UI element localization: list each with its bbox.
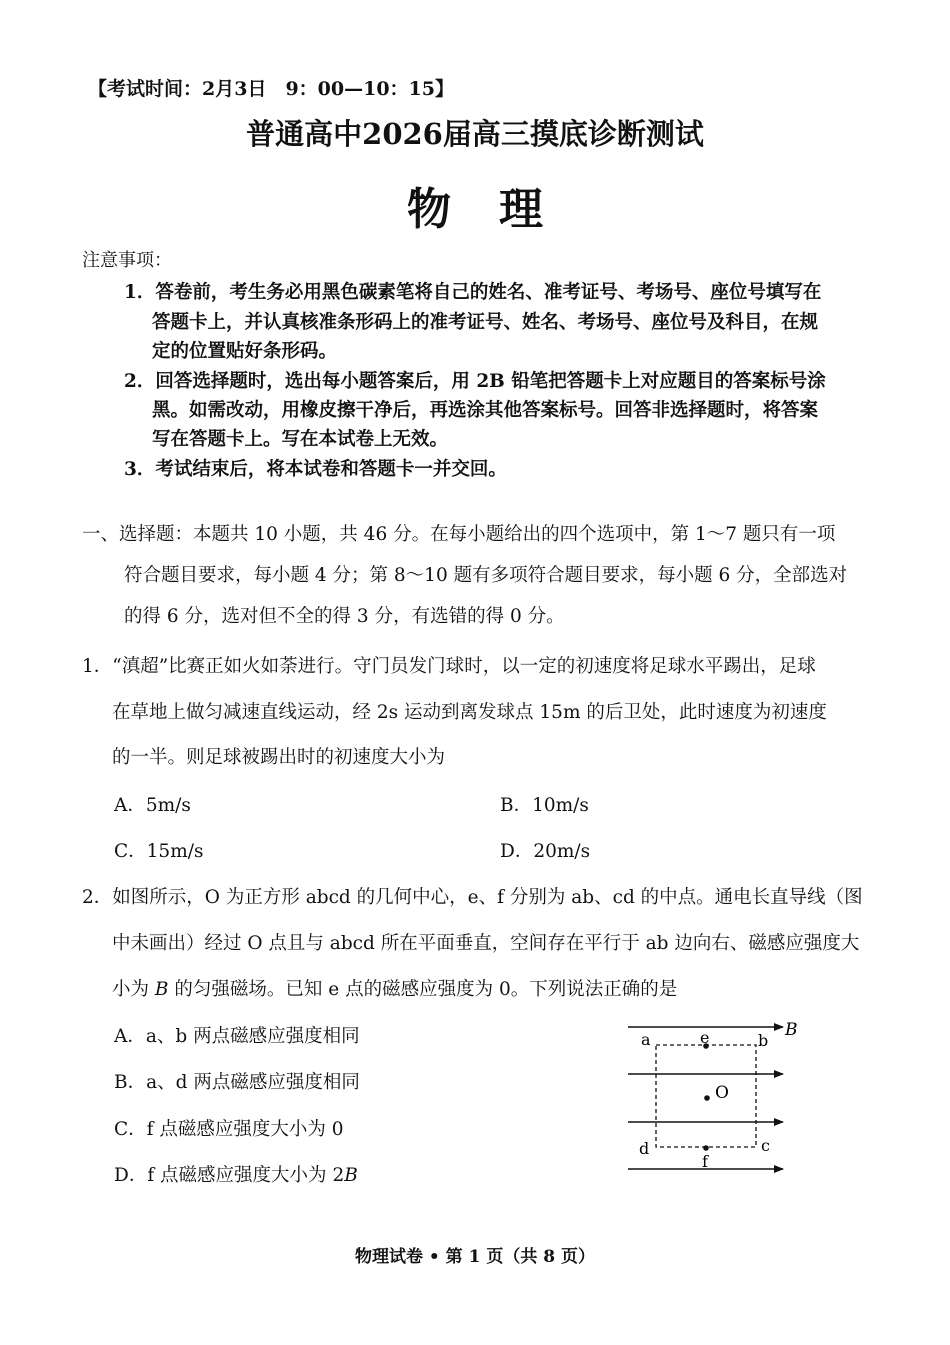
label-d: d — [639, 1139, 650, 1158]
label-a: a — [641, 1030, 651, 1049]
q2-line3-var: B — [154, 979, 169, 1000]
q2-option-d-var: B — [344, 1165, 358, 1186]
q2-option-a: A．a、b 两点磁感应强度相同 — [114, 1026, 360, 1047]
label-e: e — [700, 1028, 710, 1047]
q2-option-d — [114, 1161, 358, 1187]
page-footer: 物理试卷 • 第 1 页（共 8 页） — [354, 1247, 596, 1267]
q2-stem-line-1: 2．如图所示，O 为正方形 abcd 的几何中心，e、f 分别为 ab、cd 的中点。通电长直导线（图 — [82, 887, 863, 908]
q2-option-d-pre: D．f 点磁感应强度大小为 2 — [114, 1165, 345, 1186]
q2-stem-line-3 — [112, 975, 677, 1001]
notice-item-2-line-3: 写在答题卡上。写在本试卷上无效。 — [152, 429, 449, 450]
point-f — [703, 1145, 709, 1151]
q1-option-b: B．10m/s — [500, 795, 589, 816]
subject-title: 物理 — [407, 184, 591, 235]
notice-item-1-line-2: 答题卡上，并认真核准条形码上的准考证号、姓名、考场号、座位号及科目，在规 — [152, 312, 819, 333]
magnetic-field-figure — [620, 1015, 810, 1180]
label-c: c — [761, 1136, 770, 1155]
q2-line3-post: 的匀强磁场。已知 e 点的磁感应强度为 0。下列说法正确的是 — [168, 979, 678, 1000]
q2-option-c: C．f 点磁感应强度大小为 0 — [114, 1119, 344, 1140]
notice-item-1-line-3: 定的位置贴好条形码。 — [152, 341, 338, 362]
notice-item-2-line-2: 黑。如需改动，用橡皮擦干净后，再选涂其他答案标号。回答非选择题时，将答案 — [152, 400, 819, 421]
q2-option-b: B．a、d 两点磁感应强度相同 — [114, 1072, 360, 1093]
notice-item-3-line-1: 3．考试结束后，将本试卷和答题卡一并交回。 — [124, 459, 507, 480]
q1-stem-line-2: 在草地上做匀减速直线运动，经 2s 运动到离发球点 15m 的后卫处，此时速度为初速度 — [112, 702, 827, 723]
label-field-b: B — [785, 1020, 798, 1040]
notice-item-2-line-1: 2．回答选择题时，选出每小题答案后，用 2B 铅笔把答题卡上对应题目的答案标号涂 — [124, 371, 826, 392]
point-o — [704, 1095, 710, 1101]
q2-stem-line-2: 中未画出）经过 O 点且与 abcd 所在平面垂直，空间存在平行于 ab 边向右、磁感应强度大 — [112, 933, 860, 954]
notice-heading: 注意事项： — [82, 250, 172, 271]
q1-option-c: C．15m/s — [114, 841, 204, 862]
notice-item-1-line-1: 1．答卷前，考生务必用黑色碳素笔将自己的姓名、准考证号、考场号、座位号填写在 — [124, 282, 822, 303]
q1-stem-line-3: 的一半。则足球被踢出时的初速度大小为 — [112, 747, 446, 768]
q1-stem-line-1: 1．“滇超”比赛正如火如荼进行。守门员发门球时，以一定的初速度将足球水平踢出，足球 — [82, 656, 816, 677]
q1-option-a: A．5m/s — [114, 795, 191, 816]
label-b: b — [758, 1031, 769, 1050]
label-o: O — [715, 1083, 729, 1103]
section1-line-1: 一、选择题：本题共 10 小题，共 46 分。在每小题给出的四个选项中，第 1～7 题只有一项 — [82, 524, 836, 545]
section1-line-3: 的得 6 分，选对但不全的得 3 分，有选错的得 0 分。 — [124, 606, 565, 627]
exam-title: 普通高中2026届高三摸底诊断测试 — [246, 117, 704, 151]
section1-line-2: 符合题目要求，每小题 4 分；第 8～10 题有多项符合题目要求，每小题 6 分，全部选对 — [124, 565, 848, 586]
q1-option-d: D．20m/s — [500, 841, 591, 862]
q2-line3-pre: 小为 — [112, 979, 155, 1000]
label-f: f — [702, 1152, 708, 1171]
exam-time: 【考试时间：2月3日 9：00—10：15】 — [88, 78, 454, 100]
